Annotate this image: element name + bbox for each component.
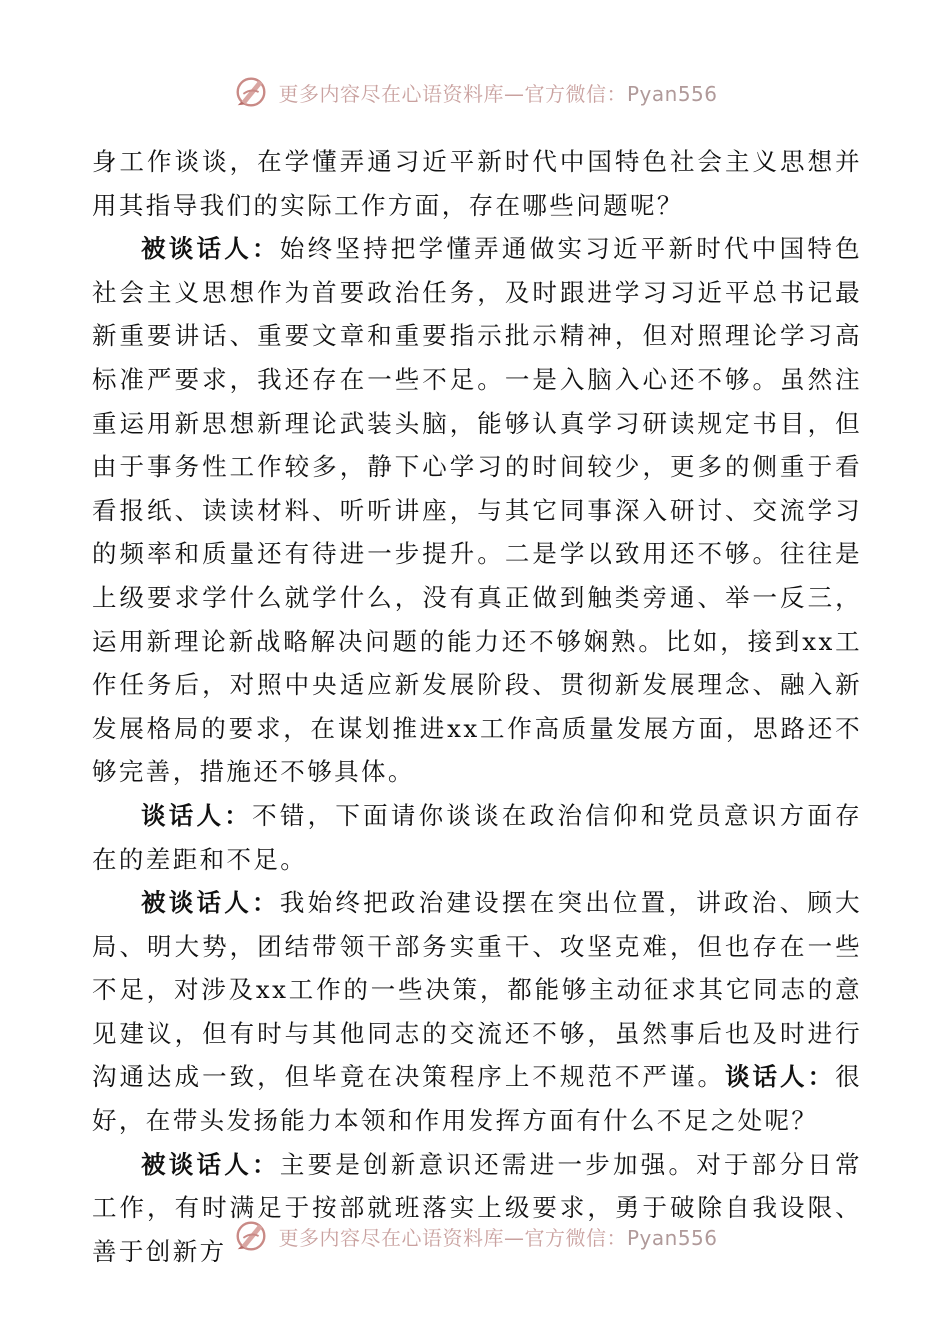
- paragraph-5: 被谈话人：主要是创新意识还需进一步加强。对于部分日常工作，有时满足于按部就班落实上级要求，勇于破除自我设限、善于创新方: [92, 1149, 863, 1266]
- pen-logo-icon: [232, 73, 270, 111]
- document-body: [92, 140, 862, 1273]
- wechat-id: Pyan556: [626, 81, 718, 106]
- speaker-label: 被谈话人：: [141, 1149, 280, 1179]
- paragraph-1: 身工作谈谈，在学懂弄通习近平新时代中国特色社会主义思想并用其指导我们的实际工作方面，存在哪些问题呢？: [92, 147, 862, 220]
- paragraph-2: 被谈话人：始终坚持把学懂弄通做实习近平新时代中国特色社会主义思想作为首要政治任务，及时跟进学习习近平总书记最新重要讲话、重要文章和重要指示批示精神，但对照理论学习高标准严要求，我还存在一些不足。一是入脑入心还不够。虽然注重运用新思想新理论武装头脑，能够认真学习研读规定书目，但由于事务性工作较多，静下心学习的时间较少，更多的侧重于看看报纸、读读材料、听听讲座，与其它同事深入研讨、交流学习的频率和质量还有待进一步提升。二是学以致用还不够。往往是上级要求学什么就学什么，没有真正做到触类旁通、举一反三，运用新理论新战略解决问题的能力还不够娴熟。比如，接到xx工作任务后，对照中央适应新发展阶段、贯彻新发展理念、融入新发展格局的要求，在谋划推进xx工作高质量发展方面，思路还不够完善，措施还不够具体。: [92, 234, 863, 787]
- banner-text: 更多内容尽在心语资料库—官方微信：Pyan556: [278, 81, 718, 106]
- speaker-label: 谈话人：: [725, 1062, 836, 1092]
- pen-logo-icon: [232, 1217, 270, 1255]
- footer-banner: [0, 1214, 950, 1258]
- banner-text: 更多内容尽在心语资料库—官方微信：Pyan556: [278, 1225, 718, 1250]
- paragraph-4: 被谈话人：我始终把政治建设摆在突出位置，讲政治、顾大局、明大势，团结带领干部务实重干、攻坚克难，但也存在一些不足，对涉及xx工作的一些决策，都能够主动征求其它同志的意见建议，但有时与其他同志的交流还不够，虽然事后也及时进行沟通达成一致，但毕竟在决策程序上不规范不严谨。谈话人：很好，在带头发扬能力本领和作用发挥方面有什么不足之处呢？: [92, 888, 863, 1136]
- wechat-id: Pyan556: [626, 1225, 718, 1250]
- header-banner: [0, 70, 950, 114]
- speaker-label: 谈话人：: [141, 800, 253, 830]
- speaker-label: 被谈话人：: [141, 234, 280, 264]
- speaker-label: 被谈话人：: [141, 888, 280, 918]
- paragraph-3: 谈话人：不错，下面请你谈谈在政治信仰和党员意识方面存在的差距和不足。: [92, 800, 862, 874]
